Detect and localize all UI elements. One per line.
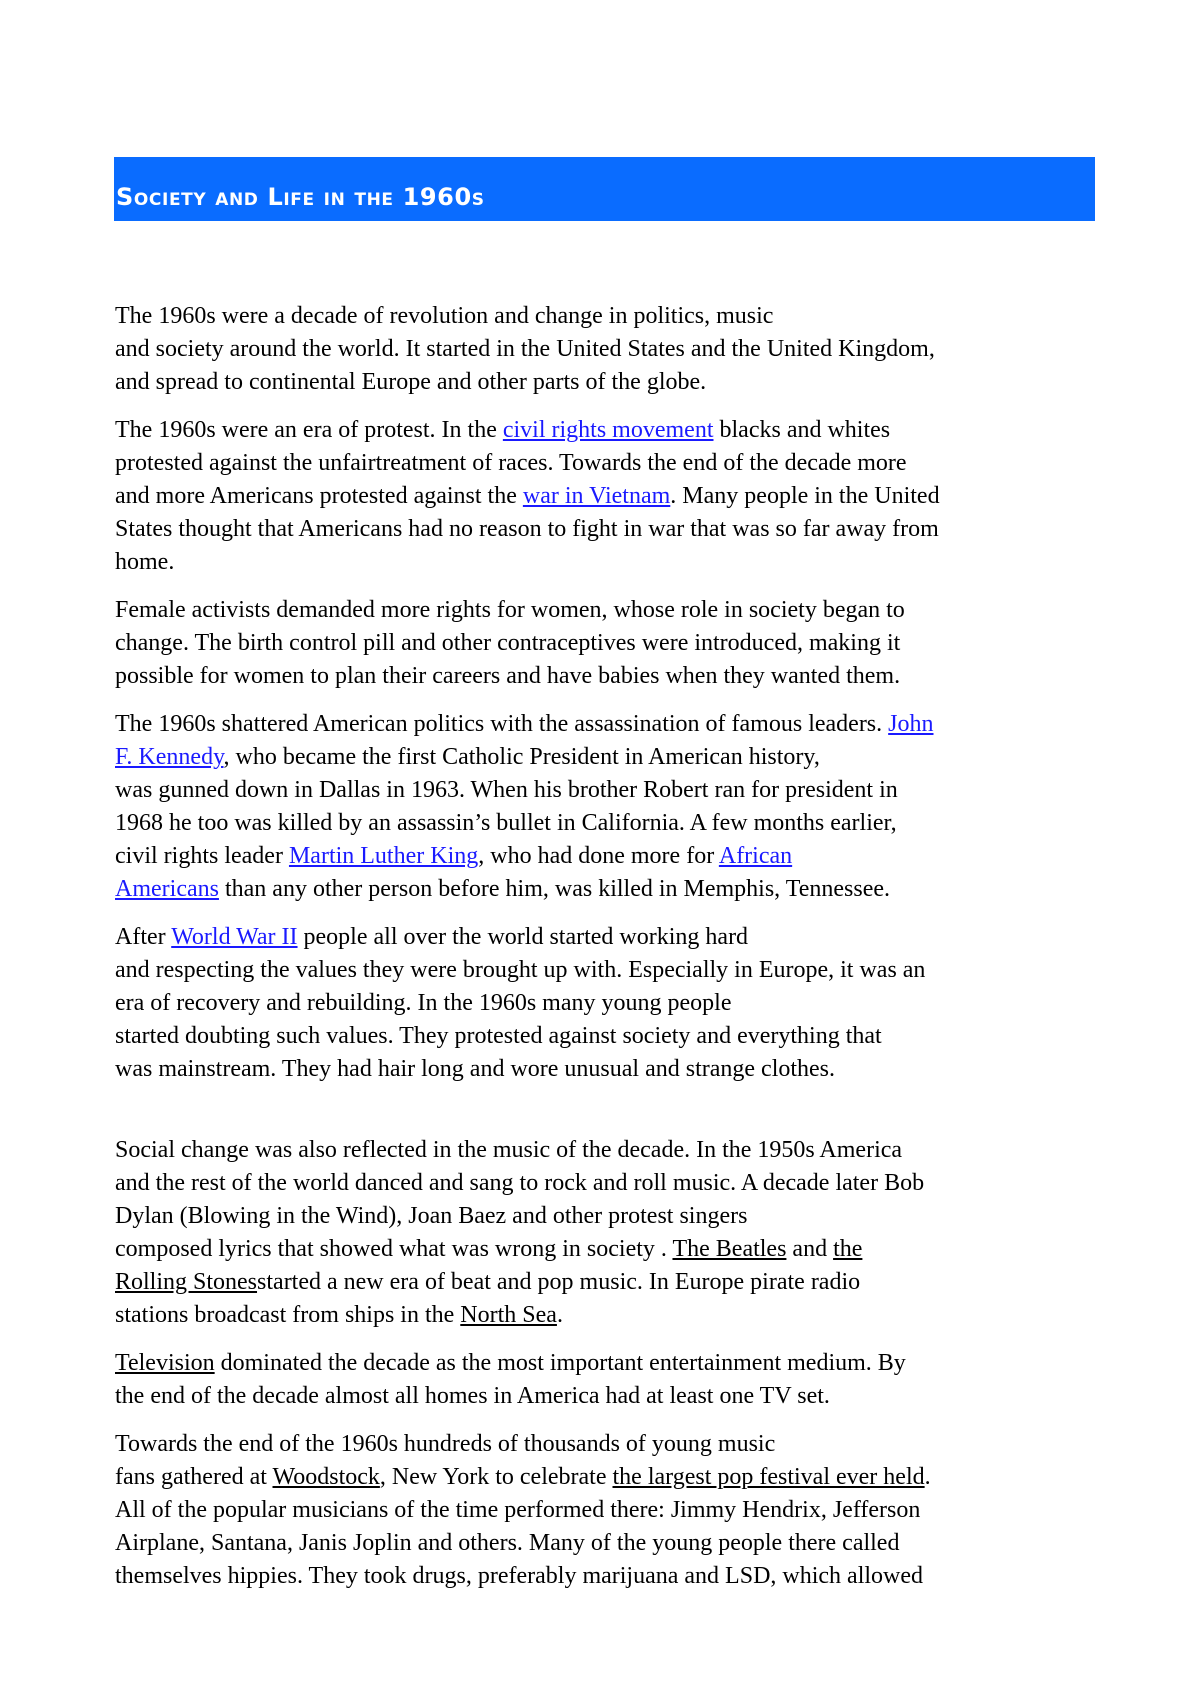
paragraph <box>115 1347 1105 1413</box>
text-line <box>115 1266 1105 1299</box>
text-line <box>115 1167 1105 1200</box>
text-run: and the rest of the world danced and sang to rock and roll music. A decade later Bob <box>115 1170 925 1196</box>
text-line <box>115 741 1105 774</box>
paragraph <box>115 300 1105 399</box>
text-run: , who became the first Catholic President in American history, <box>223 744 820 770</box>
underlined-text: the <box>833 1236 863 1262</box>
text-line <box>115 1461 1105 1494</box>
hyperlink[interactable]: F. Kennedy <box>115 744 224 770</box>
paragraph <box>115 414 1105 579</box>
hyperlink[interactable]: Martin Luther King <box>288 843 479 869</box>
text-line <box>115 333 1105 366</box>
hyperlink[interactable]: Americans <box>115 876 219 902</box>
text-line <box>115 300 1105 333</box>
text-run: the end of the decade almost all homes in America had at least one TV set. <box>115 1383 830 1409</box>
text-run: stations broadcast from ships in the <box>115 1302 461 1328</box>
text-run: All of the popular musicians of the time performed there: Jimmy Hendrix, Jefferson <box>115 1497 921 1523</box>
text-line <box>115 1053 1105 1086</box>
text-line <box>115 414 1105 447</box>
underlined-text: the largest pop festival ever held <box>612 1464 925 1490</box>
underlined-text: Woodstock <box>272 1464 380 1490</box>
text-run: and spread to continental Europe and other parts of the globe. <box>115 369 707 395</box>
paragraph <box>115 594 1105 693</box>
text-line <box>115 594 1105 627</box>
text-line <box>115 546 1105 579</box>
text-line <box>115 873 1105 906</box>
text-line <box>115 447 1105 480</box>
paragraph-spacer <box>115 1413 1105 1428</box>
text-run: and respecting the values they were brought up with. Especially in Europe, it was an <box>115 957 926 983</box>
text-run: than any other person before him, was killed in Memphis, Tennessee. <box>218 876 891 902</box>
hyperlink[interactable]: World War II <box>171 924 298 950</box>
text-run: Towards the end of the 1960s hundreds of thousands of young music <box>115 1431 776 1457</box>
paragraph-spacer <box>115 693 1105 708</box>
text-run: Dylan (Blowing in the Wind), Joan Baez and other protest singers <box>115 1203 748 1229</box>
text-line <box>115 1299 1105 1332</box>
paragraph <box>115 708 1105 906</box>
hyperlink[interactable]: African <box>718 843 793 869</box>
text-line <box>115 1380 1105 1413</box>
text-run: home. <box>115 549 175 575</box>
text-line <box>115 1347 1105 1380</box>
paragraph-spacer <box>115 906 1105 921</box>
text-line <box>115 774 1105 807</box>
text-run: , who had done more for <box>478 843 719 869</box>
text-run: The 1960s shattered American politics with the assassination of famous leaders. <box>115 711 889 737</box>
text-line <box>115 660 1105 693</box>
text-run: Social change was also reflected in the music of the decade. In the 1950s America <box>115 1137 903 1163</box>
paragraph-spacer <box>115 1332 1105 1347</box>
text-run: possible for women to plan their careers and have babies when they wanted them. <box>115 663 901 689</box>
text-run: . <box>556 1302 563 1328</box>
text-line <box>115 708 1105 741</box>
underlined-text: Rolling Stones <box>115 1269 258 1295</box>
text-run: started doubting such values. They protested against society and everything that <box>115 1023 882 1049</box>
text-line <box>115 513 1105 546</box>
paragraph-spacer <box>115 399 1105 414</box>
text-run: change. The birth control pill and other contraceptives were introduced, making it <box>115 630 901 656</box>
text-run: people all over the world started working hard <box>297 924 749 950</box>
text-line <box>115 480 1105 513</box>
text-run: . <box>924 1464 931 1490</box>
paragraph <box>115 1428 1105 1593</box>
text-line <box>115 1560 1105 1593</box>
text-line <box>115 987 1105 1020</box>
paragraph <box>115 1134 1105 1332</box>
text-line <box>115 807 1105 840</box>
text-run: After <box>115 924 172 950</box>
text-run: blacks and whites <box>713 417 891 443</box>
text-line <box>115 840 1105 873</box>
text-run: fans gathered at <box>115 1464 273 1490</box>
text-line <box>115 1020 1105 1053</box>
text-run: The 1960s were an era of protest. In the <box>115 417 503 443</box>
text-run: The 1960s were a decade of revolution and change in politics, music <box>115 303 774 329</box>
underlined-text: North Sea <box>460 1302 557 1328</box>
hyperlink[interactable]: war in Vietnam <box>522 483 671 509</box>
text-line <box>115 1428 1105 1461</box>
text-run: and <box>786 1236 834 1262</box>
document-body <box>115 300 1105 1593</box>
paragraph <box>115 921 1105 1086</box>
text-run: started a new era of beat and pop music. In Europe pirate radio <box>257 1269 861 1295</box>
text-line <box>115 1134 1105 1167</box>
text-run: composed lyrics that showed what was wrong in society . <box>115 1236 673 1262</box>
text-run: States thought that Americans had no reason to fight in war that was so far away from <box>115 516 939 542</box>
text-line <box>115 1494 1105 1527</box>
text-run: Airplane, Santana, Janis Joplin and others. Many of the young people there called <box>115 1530 900 1556</box>
page-title: Society and Life in the 1960s <box>116 183 485 211</box>
text-run: protested against the unfairtreatment of races. Towards the end of the decade more <box>115 450 907 476</box>
text-run: themselves hippies. They took drugs, preferably marijuana and LSD, which allowed <box>115 1563 924 1589</box>
text-line <box>115 627 1105 660</box>
text-line <box>115 954 1105 987</box>
text-run: . Many people in the United <box>670 483 940 509</box>
hyperlink[interactable]: John <box>888 711 934 737</box>
text-run: Female activists demanded more rights for women, whose role in society began to <box>115 597 905 623</box>
underlined-text: The Beatles <box>672 1236 787 1262</box>
text-run: was gunned down in Dallas in 1963. When his brother Robert ran for president in <box>115 777 898 803</box>
text-run: dominated the decade as the most important entertainment medium. By <box>214 1350 906 1376</box>
text-run: was mainstream. They had hair long and wore unusual and strange clothes. <box>115 1056 836 1082</box>
underlined-text: Television <box>115 1350 215 1376</box>
text-line <box>115 366 1105 399</box>
text-run: , New York to celebrate <box>379 1464 613 1490</box>
text-line <box>115 1233 1105 1266</box>
text-run: and society around the world. It started in the United States and the United Kingdom, <box>115 336 935 362</box>
paragraph-spacer <box>115 1086 1105 1134</box>
text-run: and more Americans protested against the <box>115 483 523 509</box>
text-run: 1968 he too was killed by an assassin’s bullet in California. A few months earlier, <box>115 810 897 836</box>
text-run: civil rights leader <box>115 843 289 869</box>
text-run: era of recovery and rebuilding. In the 1960s many young people <box>115 990 732 1016</box>
hyperlink[interactable]: civil rights movement <box>502 417 714 443</box>
text-line <box>115 921 1105 954</box>
text-line <box>115 1200 1105 1233</box>
title-banner <box>114 157 1095 221</box>
paragraph-spacer <box>115 579 1105 594</box>
text-line <box>115 1527 1105 1560</box>
